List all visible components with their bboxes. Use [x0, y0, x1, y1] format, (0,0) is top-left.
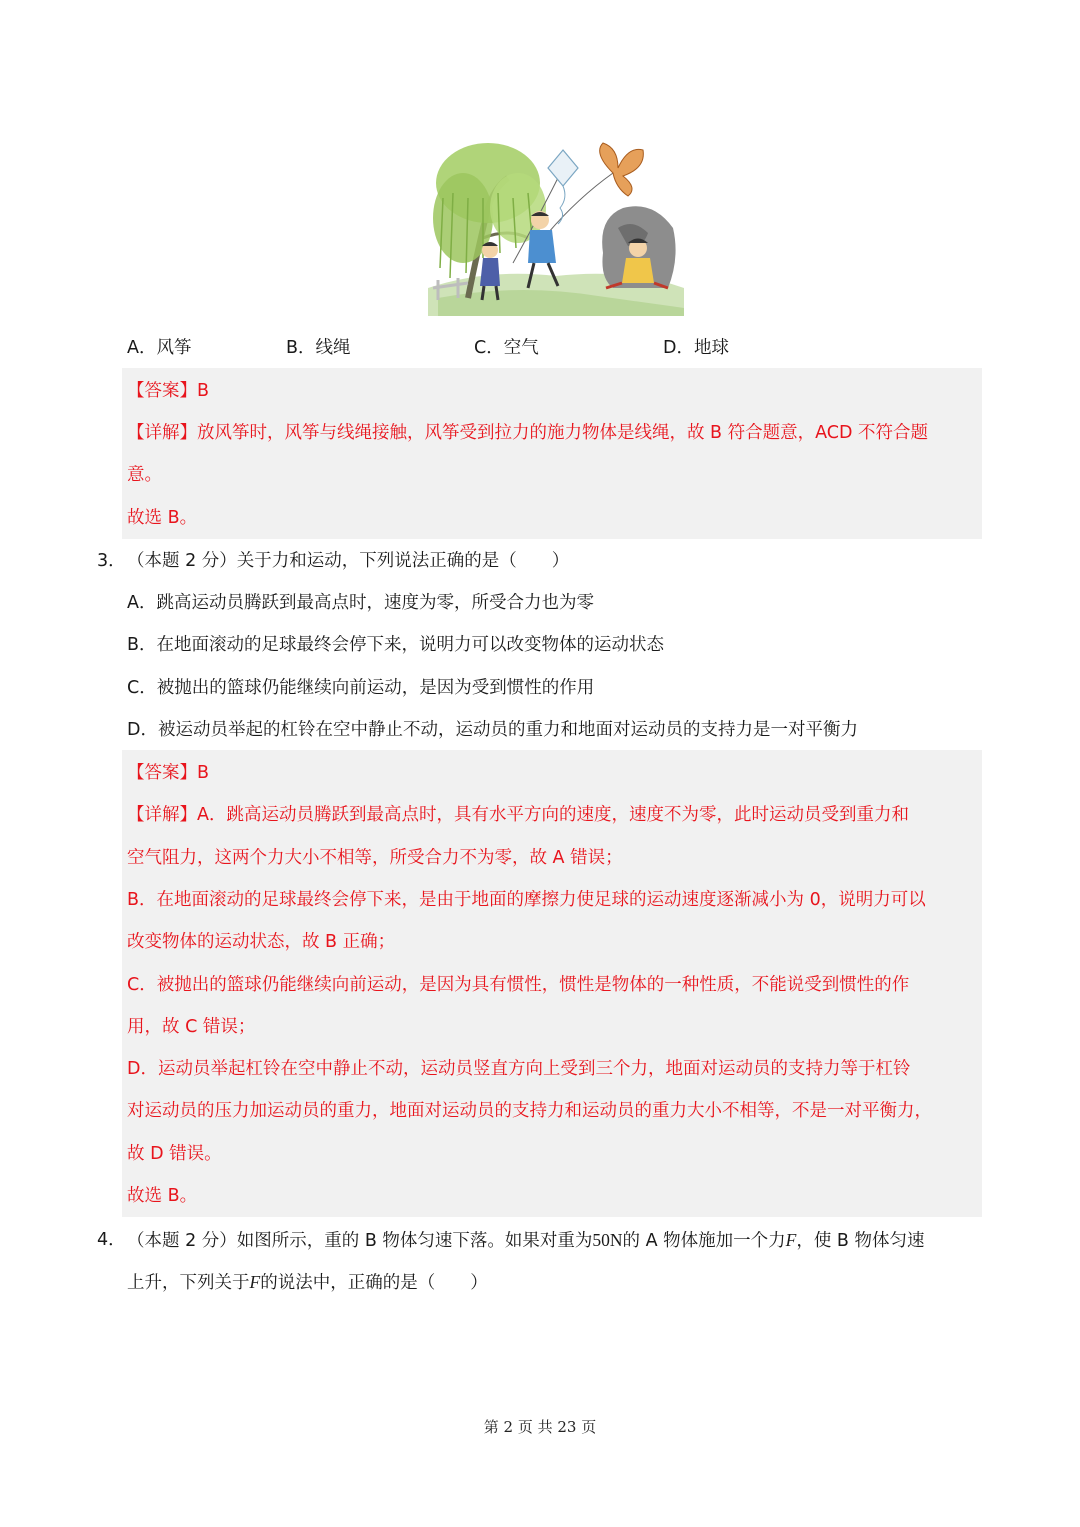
kite-flying-illustration	[428, 138, 684, 316]
q3-detail-line: 改变物体的运动状态，故 B 正确；	[127, 932, 396, 952]
q3-detail-line: 【详解】A．跳高运动员腾跃到最高点时，具有水平方向的速度，速度不为零，此时运动员受到重力和	[127, 805, 909, 825]
q2-conclusion: 故选 B。	[127, 508, 198, 528]
q3-number: 3．	[97, 551, 126, 571]
q3-detail-line: 空气阻力，这两个力大小不相等，所受合力不为零，故 A 错误；	[127, 848, 623, 868]
q4-stem-line-2: 上升，下列关于F的说法中，正确的是（ ）	[127, 1272, 488, 1293]
option-a: A．风筝	[127, 338, 192, 358]
option-d: D．地球	[663, 338, 729, 358]
q3-conclusion: 故选 B。	[127, 1186, 198, 1206]
q3-detail-line: 对运动员的压力加运动员的重力，地面对运动员的支持力和运动员的重力大小不相等，不是一对平衡力，	[127, 1101, 932, 1121]
q3-option-d: D．被运动员举起的杠铃在空中静止不动，运动员的重力和地面对运动员的支持力是一对平衡力	[127, 720, 858, 740]
q3-detail-line: 用，故 C 错误；	[127, 1017, 256, 1037]
q4-stem-line-1: （本题 2 分）如图所示，重的 B 物体匀速下落。如果对重为50N的 A 物体施加一个力F，使 B 物体匀速	[127, 1230, 925, 1251]
q3-option-b: B．在地面滚动的足球最终会停下来，说明力可以改变物体的运动状态	[127, 635, 665, 655]
q2-answer: 【答案】B	[127, 381, 210, 401]
q3-stem: （本题 2 分）关于力和运动，下列说法正确的是（ ）	[127, 551, 570, 571]
q2-detail-line-1: 【详解】放风筝时，风筝与线绳接触，风筝受到拉力的施力物体是线绳，故 B 符合题意，ACD 不符合题	[127, 423, 929, 443]
q3-answer: 【答案】B	[127, 763, 210, 783]
option-b: B．线绳	[286, 338, 351, 358]
q2-answer-box	[122, 368, 982, 539]
page-footer: 第 2 页 共 23 页	[483, 1418, 597, 1436]
q2-detail-line-2: 意。	[127, 465, 162, 485]
q3-detail-line: D．运动员举起杠铃在空中静止不动，运动员竖直方向上受到三个力，地面对运动员的支持力等于杠铃	[127, 1059, 911, 1079]
q3-detail-line: C．被抛出的篮球仍能继续向前运动，是因为具有惯性，惯性是物体的一种性质，不能说受到惯性的作	[127, 975, 910, 995]
option-c: C．空气	[474, 338, 539, 358]
q3-option-a: A．跳高运动员腾跃到最高点时，速度为零，所受合力也为零	[127, 593, 594, 613]
q3-detail-line: B．在地面滚动的足球最终会停下来，是由于地面的摩擦力使足球的运动速度逐渐减小为 0，说明力可以	[127, 890, 926, 910]
q3-option-c: C．被抛出的篮球仍能继续向前运动，是因为受到惯性的作用	[127, 678, 595, 698]
q4-number: 4．	[97, 1230, 126, 1250]
q3-detail-line: 故 D 错误。	[127, 1144, 222, 1164]
